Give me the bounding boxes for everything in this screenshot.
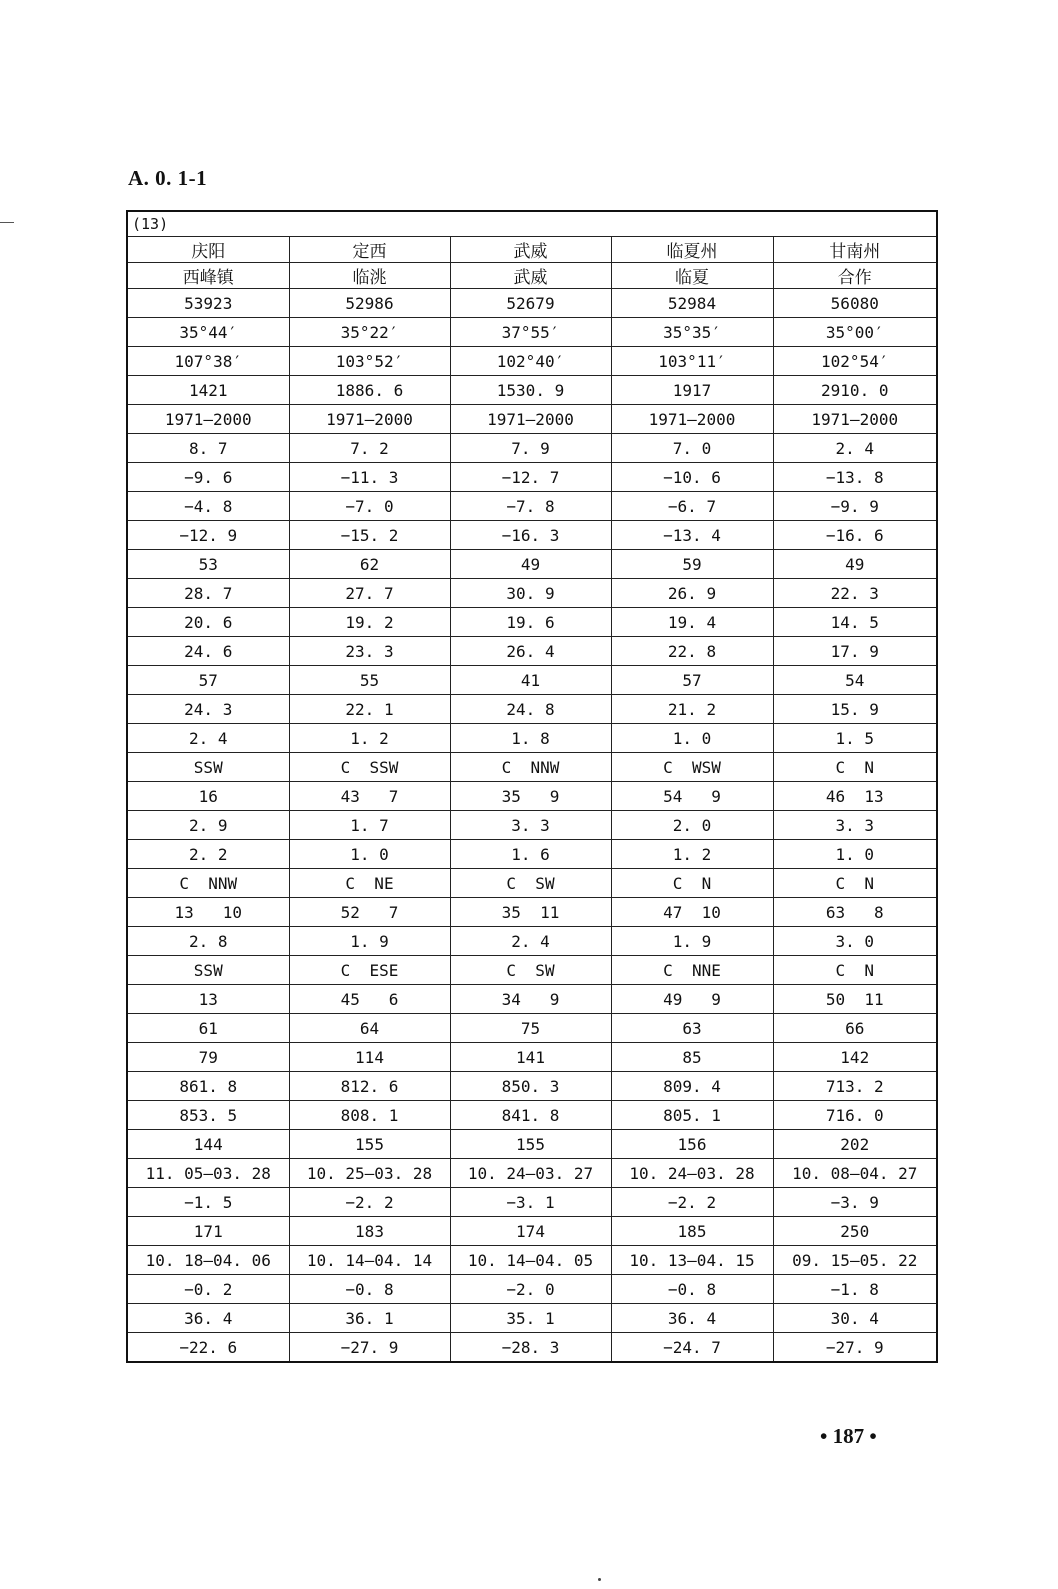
table-cell: −28. 3: [450, 1333, 611, 1363]
table-cell: 20. 6: [127, 608, 289, 637]
table-cell: 1. 0: [289, 840, 450, 869]
table-cell: 1971—2000: [289, 405, 450, 434]
table-cell: 35°00′: [773, 318, 937, 347]
table-cell: 1. 5: [773, 724, 937, 753]
table-cell: 2. 9: [127, 811, 289, 840]
table-cell: C N: [773, 956, 937, 985]
table-cell: 34 9: [450, 985, 611, 1014]
table-cell: 52986: [289, 289, 450, 318]
table-row: [127, 724, 937, 753]
table-cell: −11. 3: [289, 463, 450, 492]
table-cell: 50 11: [773, 985, 937, 1014]
table-cell: 2. 0: [611, 811, 773, 840]
table-cell: −3. 9: [773, 1188, 937, 1217]
table-cell: −0. 8: [289, 1275, 450, 1304]
station-header: 西峰镇: [127, 263, 289, 289]
table-cell: 10. 08—04. 27: [773, 1159, 937, 1188]
table-cell: −15. 2: [289, 521, 450, 550]
table-cell: −9. 9: [773, 492, 937, 521]
station-header: 临夏: [611, 263, 773, 289]
table-cell: 13: [127, 985, 289, 1014]
table-cell: 59: [611, 550, 773, 579]
table-cell: 1. 0: [611, 724, 773, 753]
table-cell: −12. 7: [450, 463, 611, 492]
table-row: [127, 1072, 937, 1101]
table-cell: 35°35′: [611, 318, 773, 347]
table-cell: 1. 6: [450, 840, 611, 869]
table-row: [127, 869, 937, 898]
region-header: 武威: [450, 237, 611, 263]
table-cell: −3. 1: [450, 1188, 611, 1217]
table-cell: 7. 2: [289, 434, 450, 463]
table-cell: 49 9: [611, 985, 773, 1014]
table-cell: −13. 4: [611, 521, 773, 550]
table-cell: 10. 24—03. 28: [611, 1159, 773, 1188]
table-cell: 144: [127, 1130, 289, 1159]
table-cell: C N: [611, 869, 773, 898]
table-cell: 103°11′: [611, 347, 773, 376]
station-header-row: [127, 263, 937, 289]
table-body: [127, 211, 937, 1362]
table-cell: 805. 1: [611, 1101, 773, 1130]
table-cell: 57: [611, 666, 773, 695]
table-cell: 52 7: [289, 898, 450, 927]
table-cell: −0. 8: [611, 1275, 773, 1304]
table-cell: 35°44′: [127, 318, 289, 347]
table-cell: 250: [773, 1217, 937, 1246]
table-cell: 23. 3: [289, 637, 450, 666]
table-cell: 7. 0: [611, 434, 773, 463]
table-cell: 45 6: [289, 985, 450, 1014]
table-cell: 1. 7: [289, 811, 450, 840]
table-cell: 56080: [773, 289, 937, 318]
table-cell: 1971—2000: [773, 405, 937, 434]
table-cell: 2. 2: [127, 840, 289, 869]
table-cell: 14. 5: [773, 608, 937, 637]
margin-mark: [0, 222, 14, 223]
table-cell: 141: [450, 1043, 611, 1072]
table-cell: 64: [289, 1014, 450, 1043]
table-cell: 809. 4: [611, 1072, 773, 1101]
table-cell: 1971—2000: [611, 405, 773, 434]
table-cell: 10. 14—04. 14: [289, 1246, 450, 1275]
table-cell: 155: [289, 1130, 450, 1159]
table-row: [127, 1188, 937, 1217]
table-cell: 1. 9: [289, 927, 450, 956]
table-cell: C NE: [289, 869, 450, 898]
table-cell: 1. 8: [450, 724, 611, 753]
climate-table-container: [126, 210, 936, 1363]
table-cell: 10. 24—03. 27: [450, 1159, 611, 1188]
table-cell: 10. 13—04. 15: [611, 1246, 773, 1275]
table-cell: 75: [450, 1014, 611, 1043]
table-cell: 36. 4: [611, 1304, 773, 1333]
table-cell: 35 9: [450, 782, 611, 811]
table-cell: 10. 25—03. 28: [289, 1159, 450, 1188]
table-row: [127, 579, 937, 608]
table-row: [127, 927, 937, 956]
table-row: [127, 811, 937, 840]
table-row: [127, 1101, 937, 1130]
table-cell: 36. 1: [289, 1304, 450, 1333]
table-cell: 22. 1: [289, 695, 450, 724]
table-row: [127, 840, 937, 869]
table-cell: 46 13: [773, 782, 937, 811]
table-cell: 8. 7: [127, 434, 289, 463]
station-header: 武威: [450, 263, 611, 289]
table-cell: 52679: [450, 289, 611, 318]
table-row: [127, 376, 937, 405]
table-cell: 808. 1: [289, 1101, 450, 1130]
table-cell: 30. 9: [450, 579, 611, 608]
table-cell: 1917: [611, 376, 773, 405]
table-cell: 853. 5: [127, 1101, 289, 1130]
table-row: [127, 753, 937, 782]
table-row: [127, 1333, 937, 1363]
table-cell: 2. 4: [450, 927, 611, 956]
table-cell: C N: [773, 869, 937, 898]
table-cell: −16. 6: [773, 521, 937, 550]
table-cell: 35°22′: [289, 318, 450, 347]
table-caption: (13): [127, 211, 937, 237]
caption-row: [127, 211, 937, 237]
table-row: [127, 1043, 937, 1072]
table-cell: 27. 7: [289, 579, 450, 608]
table-cell: 2. 8: [127, 927, 289, 956]
table-cell: 16: [127, 782, 289, 811]
table-cell: −9. 6: [127, 463, 289, 492]
table-cell: 85: [611, 1043, 773, 1072]
table-cell: 63: [611, 1014, 773, 1043]
table-cell: 156: [611, 1130, 773, 1159]
table-cell: 716. 0: [773, 1101, 937, 1130]
table-cell: 66: [773, 1014, 937, 1043]
table-row: [127, 637, 937, 666]
table-cell: 2910. 0: [773, 376, 937, 405]
table-row: [127, 347, 937, 376]
table-cell: C NNE: [611, 956, 773, 985]
table-cell: 53923: [127, 289, 289, 318]
table-cell: 09. 15—05. 22: [773, 1246, 937, 1275]
table-row: [127, 289, 937, 318]
table-cell: 850. 3: [450, 1072, 611, 1101]
table-cell: −6. 7: [611, 492, 773, 521]
table-cell: 49: [450, 550, 611, 579]
table-cell: 17. 9: [773, 637, 937, 666]
table-cell: 54: [773, 666, 937, 695]
table-cell: 2. 4: [773, 434, 937, 463]
table-cell: 3. 3: [450, 811, 611, 840]
table-row: [127, 666, 937, 695]
table-cell: 43 7: [289, 782, 450, 811]
table-cell: −16. 3: [450, 521, 611, 550]
table-cell: C SW: [450, 869, 611, 898]
table-cell: 19. 6: [450, 608, 611, 637]
table-cell: 3. 0: [773, 927, 937, 956]
table-heading: A. 0. 1-1: [128, 166, 208, 190]
table-row: [127, 898, 937, 927]
region-header-row: [127, 237, 937, 263]
table-cell: 36. 4: [127, 1304, 289, 1333]
table-row: [127, 1014, 937, 1043]
table-cell: −2. 2: [611, 1188, 773, 1217]
table-cell: −0. 2: [127, 1275, 289, 1304]
table-cell: 35 11: [450, 898, 611, 927]
table-cell: 79: [127, 1043, 289, 1072]
table-cell: C ESE: [289, 956, 450, 985]
table-cell: 61: [127, 1014, 289, 1043]
table-cell: 41: [450, 666, 611, 695]
table-cell: 10. 18—04. 06: [127, 1246, 289, 1275]
table-row: [127, 318, 937, 347]
table-cell: 19. 2: [289, 608, 450, 637]
table-row: [127, 405, 937, 434]
table-cell: 22. 8: [611, 637, 773, 666]
table-cell: 22. 3: [773, 579, 937, 608]
table-cell: 142: [773, 1043, 937, 1072]
table-row: [127, 782, 937, 811]
table-cell: 24. 3: [127, 695, 289, 724]
table-row: [127, 1304, 937, 1333]
table-cell: 15. 9: [773, 695, 937, 724]
table-cell: 107°38′: [127, 347, 289, 376]
table-cell: 3. 3: [773, 811, 937, 840]
table-row: [127, 1130, 937, 1159]
table-cell: SSW: [127, 753, 289, 782]
table-row: [127, 434, 937, 463]
table-cell: 24. 8: [450, 695, 611, 724]
table-cell: 1530. 9: [450, 376, 611, 405]
table-cell: C NNW: [450, 753, 611, 782]
table-cell: 183: [289, 1217, 450, 1246]
table-cell: 171: [127, 1217, 289, 1246]
table-cell: 11. 05—03. 28: [127, 1159, 289, 1188]
table-cell: 49: [773, 550, 937, 579]
table-cell: 1886. 6: [289, 376, 450, 405]
table-cell: 155: [450, 1130, 611, 1159]
table-cell: 55: [289, 666, 450, 695]
table-cell: 103°52′: [289, 347, 450, 376]
table-row: [127, 550, 937, 579]
table-cell: 30. 4: [773, 1304, 937, 1333]
table-cell: 174: [450, 1217, 611, 1246]
table-row: [127, 1275, 937, 1304]
table-cell: 37°55′: [450, 318, 611, 347]
table-cell: 21. 2: [611, 695, 773, 724]
table-cell: 52984: [611, 289, 773, 318]
table-cell: C SSW: [289, 753, 450, 782]
table-cell: 62: [289, 550, 450, 579]
table-row: [127, 695, 937, 724]
table-cell: 861. 8: [127, 1072, 289, 1101]
table-cell: 1971—2000: [127, 405, 289, 434]
table-cell: 1. 0: [773, 840, 937, 869]
region-header: 定西: [289, 237, 450, 263]
table-cell: −1. 5: [127, 1188, 289, 1217]
table-cell: C N: [773, 753, 937, 782]
table-cell: −27. 9: [289, 1333, 450, 1363]
table-cell: C NNW: [127, 869, 289, 898]
table-cell: 1421: [127, 376, 289, 405]
table-row: [127, 463, 937, 492]
page-number: • 187 •: [820, 1424, 877, 1448]
table-row: [127, 492, 937, 521]
region-header: 甘南州: [773, 237, 937, 263]
table-cell: −7. 0: [289, 492, 450, 521]
table-cell: 28. 7: [127, 579, 289, 608]
table-cell: 63 8: [773, 898, 937, 927]
table-cell: −2. 2: [289, 1188, 450, 1217]
table-cell: 185: [611, 1217, 773, 1246]
region-header: 临夏州: [611, 237, 773, 263]
table-cell: −12. 9: [127, 521, 289, 550]
table-cell: 54 9: [611, 782, 773, 811]
table-cell: −27. 9: [773, 1333, 937, 1363]
table-cell: 47 10: [611, 898, 773, 927]
table-row: [127, 956, 937, 985]
table-cell: 102°54′: [773, 347, 937, 376]
table-cell: −7. 8: [450, 492, 611, 521]
table-row: [127, 1217, 937, 1246]
table-cell: 26. 4: [450, 637, 611, 666]
climate-data-table: [126, 210, 938, 1363]
scan-dot: [598, 1578, 601, 1581]
table-cell: 57: [127, 666, 289, 695]
table-cell: 7. 9: [450, 434, 611, 463]
table-cell: 10. 14—04. 05: [450, 1246, 611, 1275]
table-cell: 1. 9: [611, 927, 773, 956]
region-header: 庆阳: [127, 237, 289, 263]
table-cell: C SW: [450, 956, 611, 985]
table-row: [127, 1159, 937, 1188]
table-cell: 713. 2: [773, 1072, 937, 1101]
table-cell: 1971—2000: [450, 405, 611, 434]
table-cell: −1. 8: [773, 1275, 937, 1304]
table-row: [127, 1246, 937, 1275]
table-row: [127, 608, 937, 637]
table-cell: C WSW: [611, 753, 773, 782]
table-cell: 19. 4: [611, 608, 773, 637]
station-header: 临洮: [289, 263, 450, 289]
table-cell: −22. 6: [127, 1333, 289, 1363]
station-header: 合作: [773, 263, 937, 289]
table-cell: −10. 6: [611, 463, 773, 492]
table-cell: 1. 2: [289, 724, 450, 753]
table-cell: 53: [127, 550, 289, 579]
table-cell: 2. 4: [127, 724, 289, 753]
table-cell: −13. 8: [773, 463, 937, 492]
table-row: [127, 521, 937, 550]
table-cell: 114: [289, 1043, 450, 1072]
table-cell: −24. 7: [611, 1333, 773, 1363]
table-cell: 102°40′: [450, 347, 611, 376]
table-cell: 1. 2: [611, 840, 773, 869]
table-row: [127, 985, 937, 1014]
table-cell: SSW: [127, 956, 289, 985]
table-cell: 13 10: [127, 898, 289, 927]
table-cell: 202: [773, 1130, 937, 1159]
table-cell: 24. 6: [127, 637, 289, 666]
table-cell: 812. 6: [289, 1072, 450, 1101]
table-cell: 26. 9: [611, 579, 773, 608]
table-cell: −4. 8: [127, 492, 289, 521]
table-cell: 841. 8: [450, 1101, 611, 1130]
table-cell: −2. 0: [450, 1275, 611, 1304]
table-cell: 35. 1: [450, 1304, 611, 1333]
